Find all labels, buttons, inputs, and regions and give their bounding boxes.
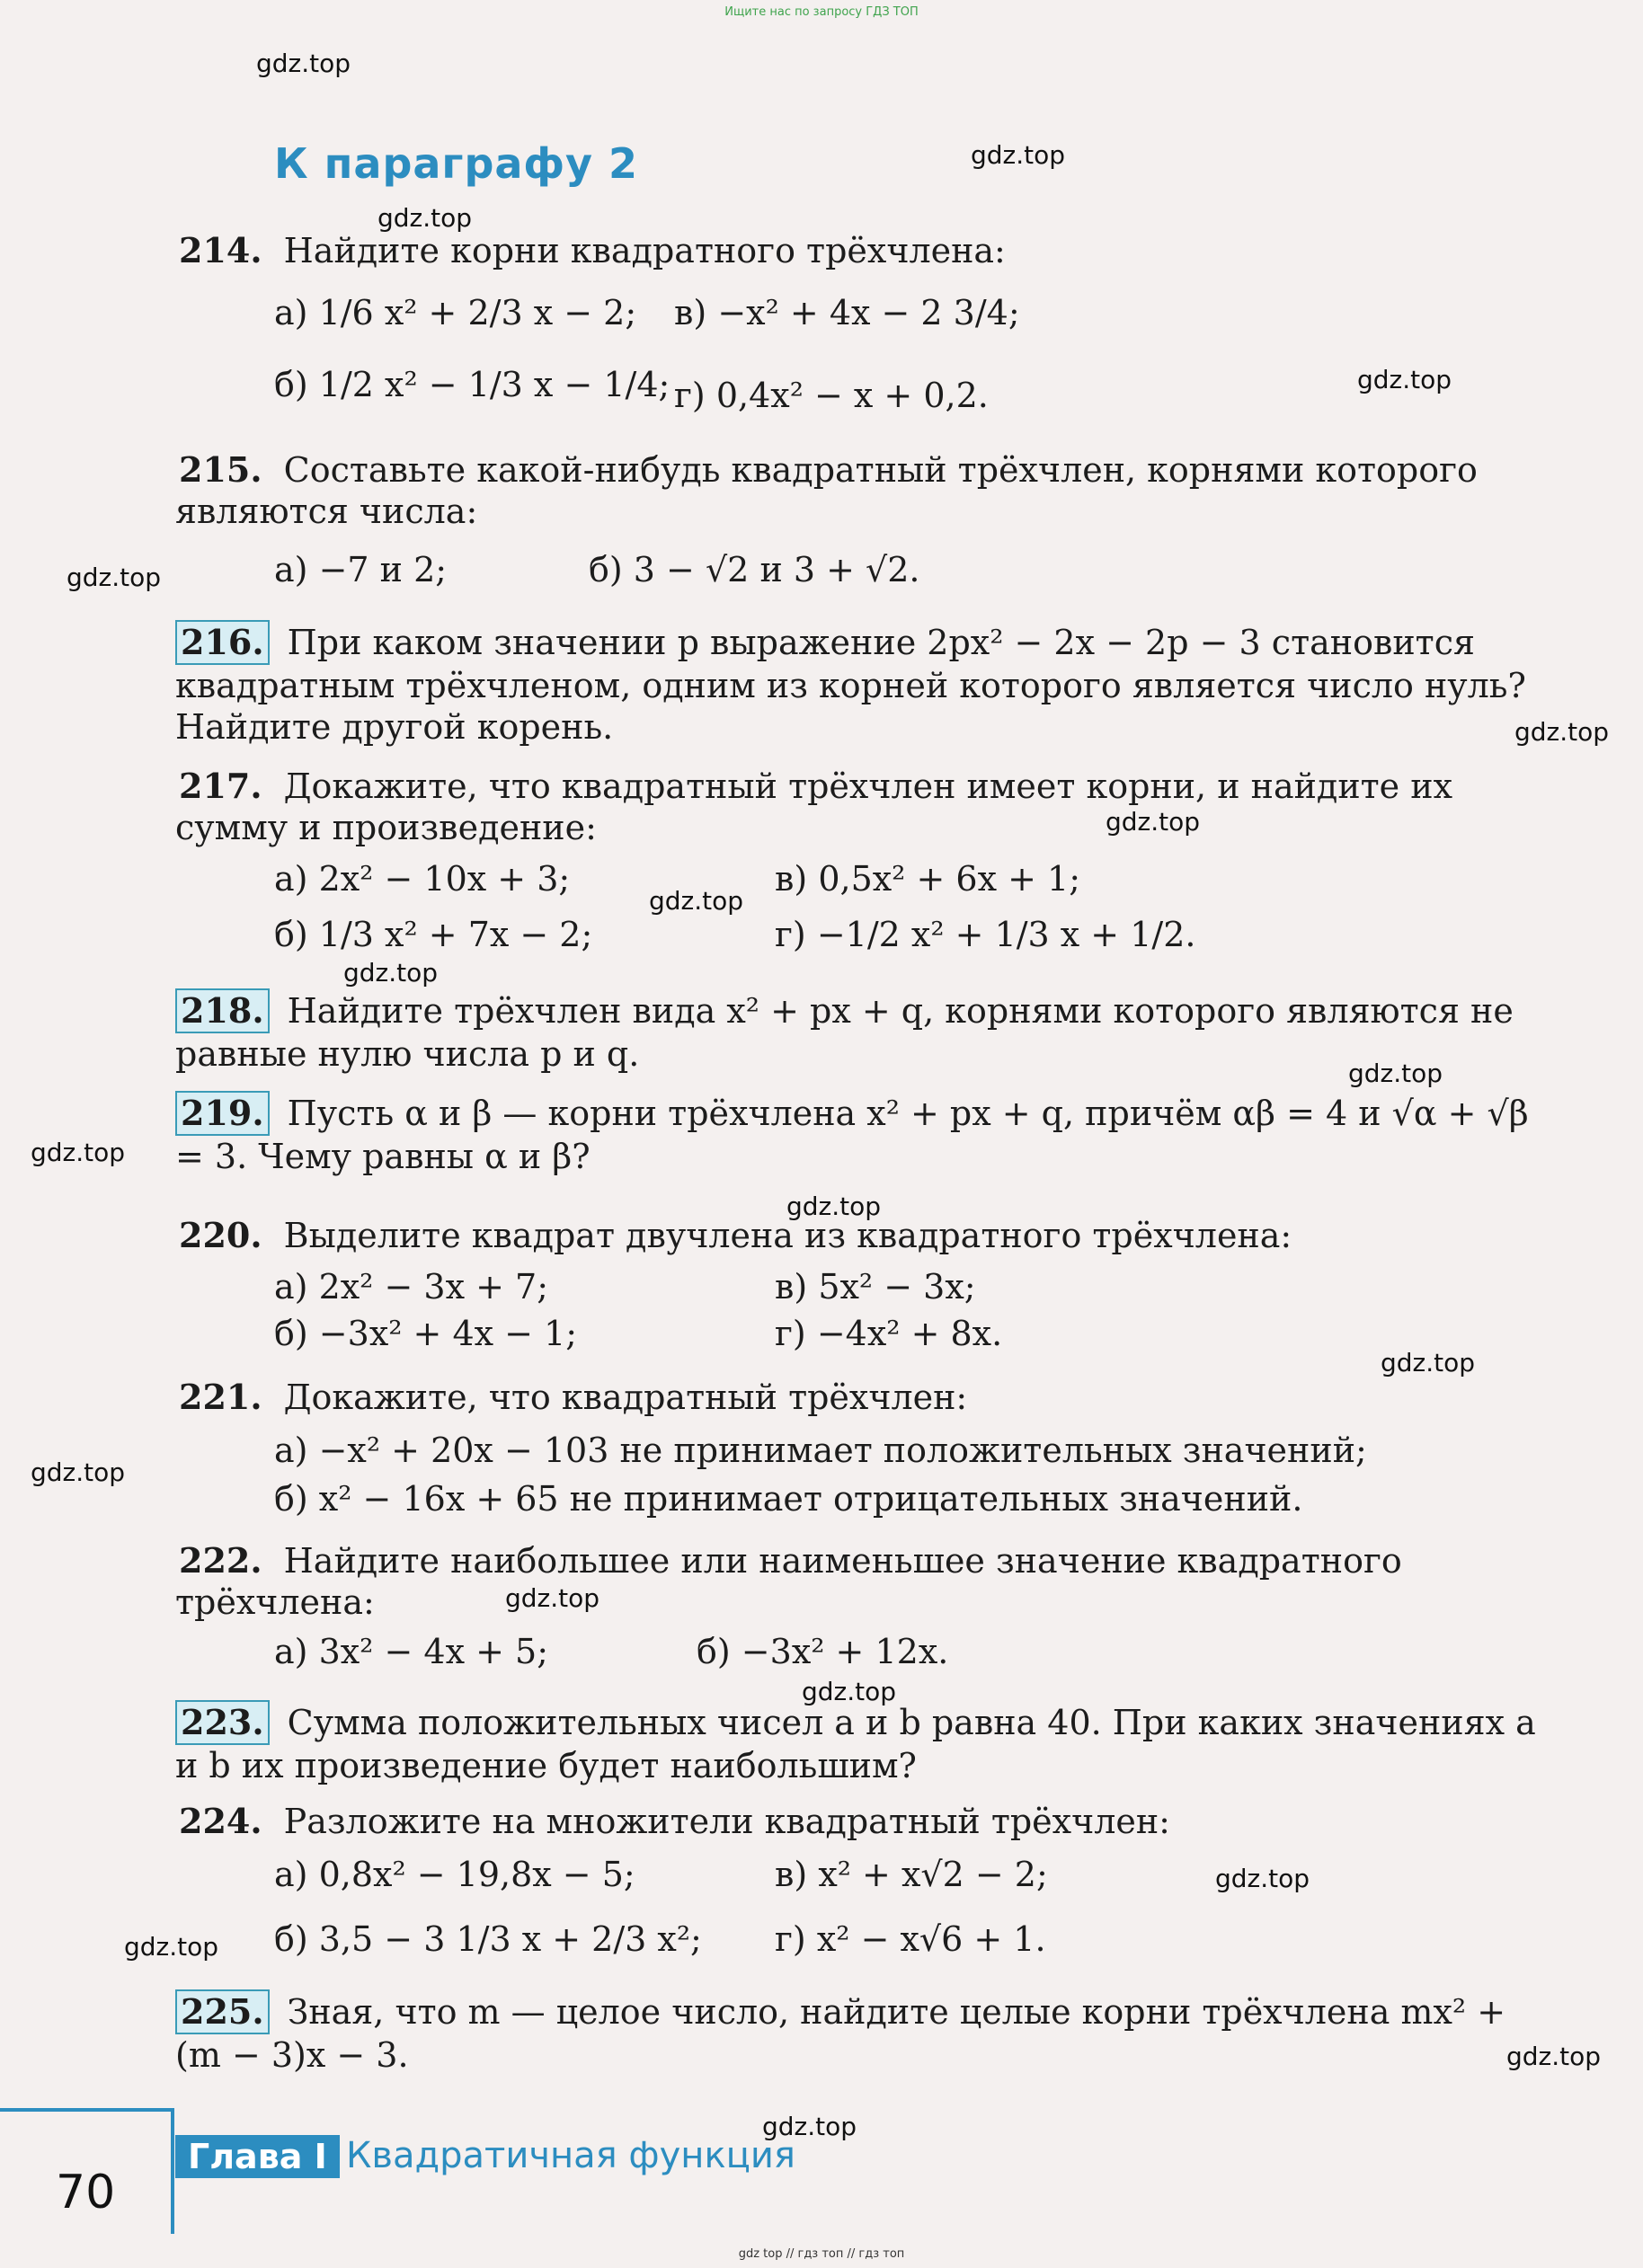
item-b xyxy=(274,915,592,954)
item-expr: 3x² − 4x + 5; xyxy=(318,1632,549,1671)
problem-225 xyxy=(175,1989,1559,2076)
item-label: в) xyxy=(775,859,808,899)
chapter-label: Глава I xyxy=(175,2135,340,2178)
problem-text: Составьте какой-нибудь квадратный трёхчлен, корнями которого являются числа: xyxy=(175,450,1478,531)
problem-number: 218. xyxy=(175,988,270,1033)
item-g xyxy=(775,1919,1046,1959)
problem-text: Выделите квадрат двучлена из квадратного трёхчлена: xyxy=(283,1216,1292,1255)
watermark: gdz.top xyxy=(1514,717,1610,747)
watermark: gdz.top xyxy=(1215,1864,1310,1893)
watermark: gdz.top xyxy=(1357,365,1452,394)
item-label: г) xyxy=(775,1919,806,1959)
problem-number: 219. xyxy=(175,1091,270,1136)
problem-text: Найдите корни квадратного трёхчлена: xyxy=(283,231,1006,270)
item-label: в) xyxy=(674,293,707,332)
problem-223 xyxy=(175,1700,1559,1786)
problem-219 xyxy=(175,1091,1559,1177)
item-expr: 3 − √2 и 3 + √2. xyxy=(633,550,920,589)
item-v xyxy=(775,859,1080,899)
watermark: gdz.top xyxy=(762,2112,857,2141)
item-expr: x² − x√6 + 1. xyxy=(816,1919,1046,1959)
watermark: gdz.top xyxy=(256,49,351,78)
item-label: г) xyxy=(775,1314,806,1353)
item-expr: 0,4x² − x + 0,2. xyxy=(715,376,989,415)
item-label: а) xyxy=(274,859,308,899)
problem-number: 216. xyxy=(175,620,270,665)
problem-text: Сумма положительных чисел a и b равна 40. При каких значениях a и b их произведение будет наибольшим? xyxy=(175,1703,1536,1785)
watermark: gdz.top xyxy=(1348,1059,1443,1088)
item-label: б) xyxy=(274,1314,308,1353)
watermark: gdz.top xyxy=(786,1192,882,1221)
problem-224 xyxy=(175,1801,1559,1842)
item-expr: −3x² + 4x − 1; xyxy=(318,1314,578,1353)
item-b xyxy=(274,1919,702,1959)
problem-214 xyxy=(175,230,1559,271)
item-expr: x² + x√2 − 2; xyxy=(818,1855,1048,1894)
watermark: gdz.top xyxy=(649,886,744,916)
item-expr: 5x² − 3x; xyxy=(818,1267,976,1307)
item-expr: 2x² − 3x + 7; xyxy=(318,1267,549,1307)
item-a xyxy=(274,859,570,899)
problem-215 xyxy=(175,449,1559,532)
item-label: в) xyxy=(775,1267,808,1307)
item-a xyxy=(274,1431,1367,1470)
item-expr: 2x² − 10x + 3; xyxy=(318,859,571,899)
watermark: gdz.top xyxy=(1106,807,1201,837)
watermark: gdz.top xyxy=(505,1583,600,1613)
item-expr: −4x² + 8x. xyxy=(816,1314,1003,1353)
item-expr: 1/2 x² − 1/3 x − 1/4; xyxy=(318,365,671,404)
problem-number: 214. xyxy=(179,230,262,270)
item-expr: −7 и 2; xyxy=(318,550,448,589)
item-expr: −1/2 x² + 1/3 x + 1/2. xyxy=(816,915,1196,954)
item-v xyxy=(674,293,1020,332)
watermark: gdz.top xyxy=(377,203,473,233)
item-expr: 0,8x² − 19,8x − 5; xyxy=(318,1855,635,1894)
item-v xyxy=(775,1855,1048,1894)
watermark: gdz.top xyxy=(802,1677,897,1706)
problem-text: Разложите на множители квадратный трёхчлен: xyxy=(283,1802,1170,1841)
problem-text: Докажите, что квадратный трёхчлен имеет корни, и найдите их сумму и произведение: xyxy=(175,766,1453,847)
item-label: б) xyxy=(274,915,308,954)
item-b xyxy=(274,1479,1302,1519)
item-label: а) xyxy=(274,1267,308,1307)
section-title: К параграфу 2 xyxy=(274,139,639,188)
watermark: gdz.top xyxy=(1381,1348,1476,1378)
item-label: б) xyxy=(274,1919,308,1959)
footer-divider-vertical xyxy=(171,2108,174,2234)
problem-number: 221. xyxy=(179,1377,262,1417)
item-label: а) xyxy=(274,550,308,589)
chapter-name: Квадратичная функция xyxy=(346,2135,795,2176)
problem-text: Найдите трёхчлен вида x² + px + q, корнями которого являются не равные нулю числа p и q. xyxy=(175,991,1514,1074)
item-expr: 0,5x² + 6x + 1; xyxy=(818,859,1080,899)
item-label: в) xyxy=(775,1855,808,1894)
problem-216 xyxy=(175,620,1559,748)
watermark: gdz.top xyxy=(1506,2042,1602,2071)
page-number: 70 xyxy=(56,2166,116,2219)
problem-text: При каком значении p выражение 2px² − 2x − 2p − 3 становится квадратным трёхчленом, одним из корней которого является число нуль? Найдите другой корень. xyxy=(175,623,1526,747)
item-b xyxy=(274,1314,577,1353)
item-label: б) xyxy=(589,550,623,589)
problem-number: 220. xyxy=(179,1215,262,1255)
watermark: gdz.top xyxy=(31,1138,126,1167)
problem-number: 225. xyxy=(175,1989,270,2034)
watermark: gdz.top xyxy=(31,1457,126,1487)
problem-218 xyxy=(175,988,1559,1075)
problem-text: Докажите, что квадратный трёхчлен: xyxy=(283,1378,968,1417)
watermark: gdz.top xyxy=(67,563,162,592)
item-b xyxy=(697,1632,948,1671)
item-label: г) xyxy=(775,915,806,954)
item-label: а) xyxy=(274,293,308,332)
item-expr: 1/6 x² + 2/3 x − 2; xyxy=(318,293,637,332)
top-banner: Ищите нас по запросу ГДЗ ТОП xyxy=(724,5,919,19)
item-g xyxy=(674,376,989,415)
problem-217 xyxy=(175,766,1559,848)
problem-number: 215. xyxy=(179,449,262,490)
problem-220 xyxy=(175,1215,1559,1256)
item-a xyxy=(274,1267,548,1307)
item-label: б) xyxy=(274,1479,308,1519)
item-v xyxy=(775,1267,976,1307)
item-expr: −x² + 20x − 103 не принимает положительных значений; xyxy=(318,1431,1367,1470)
problem-221 xyxy=(175,1377,1559,1418)
item-a xyxy=(274,1632,548,1671)
item-label: а) xyxy=(274,1431,308,1470)
problem-text: Зная, что m — целое число, найдите целые корни трёхчлена mx² + (m − 3)x − 3. xyxy=(175,1992,1506,2075)
item-expr: x² − 16x + 65 не принимает отрицательных значений. xyxy=(318,1479,1303,1519)
watermark: gdz.top xyxy=(343,958,439,988)
problem-number: 223. xyxy=(175,1700,270,1745)
watermark: gdz.top xyxy=(971,140,1066,170)
problem-222 xyxy=(175,1540,1559,1623)
item-label: г) xyxy=(674,376,706,415)
item-a xyxy=(274,293,636,332)
item-expr: 3,5 − 3 1/3 x + 2/3 x²; xyxy=(318,1919,702,1959)
bottom-banner: gdz top // гдз топ // гдз топ xyxy=(738,2247,905,2261)
item-a xyxy=(274,1855,635,1894)
item-expr: 1/3 x² + 7x − 2; xyxy=(318,915,593,954)
item-label: б) xyxy=(274,365,308,404)
item-expr: −x² + 4x − 2 3/4; xyxy=(717,293,1020,332)
item-b xyxy=(589,550,920,589)
item-g xyxy=(775,915,1195,954)
problem-text: Найдите наибольшее или наименьшее значение квадратного трёхчлена: xyxy=(175,1541,1402,1622)
item-label: а) xyxy=(274,1855,308,1894)
problem-number: 217. xyxy=(179,766,262,806)
watermark: gdz.top xyxy=(124,1932,219,1962)
item-b xyxy=(274,365,670,404)
item-a xyxy=(274,550,447,589)
footer-divider xyxy=(0,2108,171,2112)
item-label: б) xyxy=(697,1632,731,1671)
item-label: а) xyxy=(274,1632,308,1671)
item-expr: −3x² + 12x. xyxy=(741,1632,949,1671)
problem-number: 222. xyxy=(179,1540,262,1581)
problem-text: Пусть α и β — корни трёхчлена x² + px + q, причём αβ = 4 и √α + √β = 3. Чему равны α и β? xyxy=(175,1094,1529,1176)
item-g xyxy=(775,1314,1002,1353)
problem-number: 224. xyxy=(179,1801,262,1841)
